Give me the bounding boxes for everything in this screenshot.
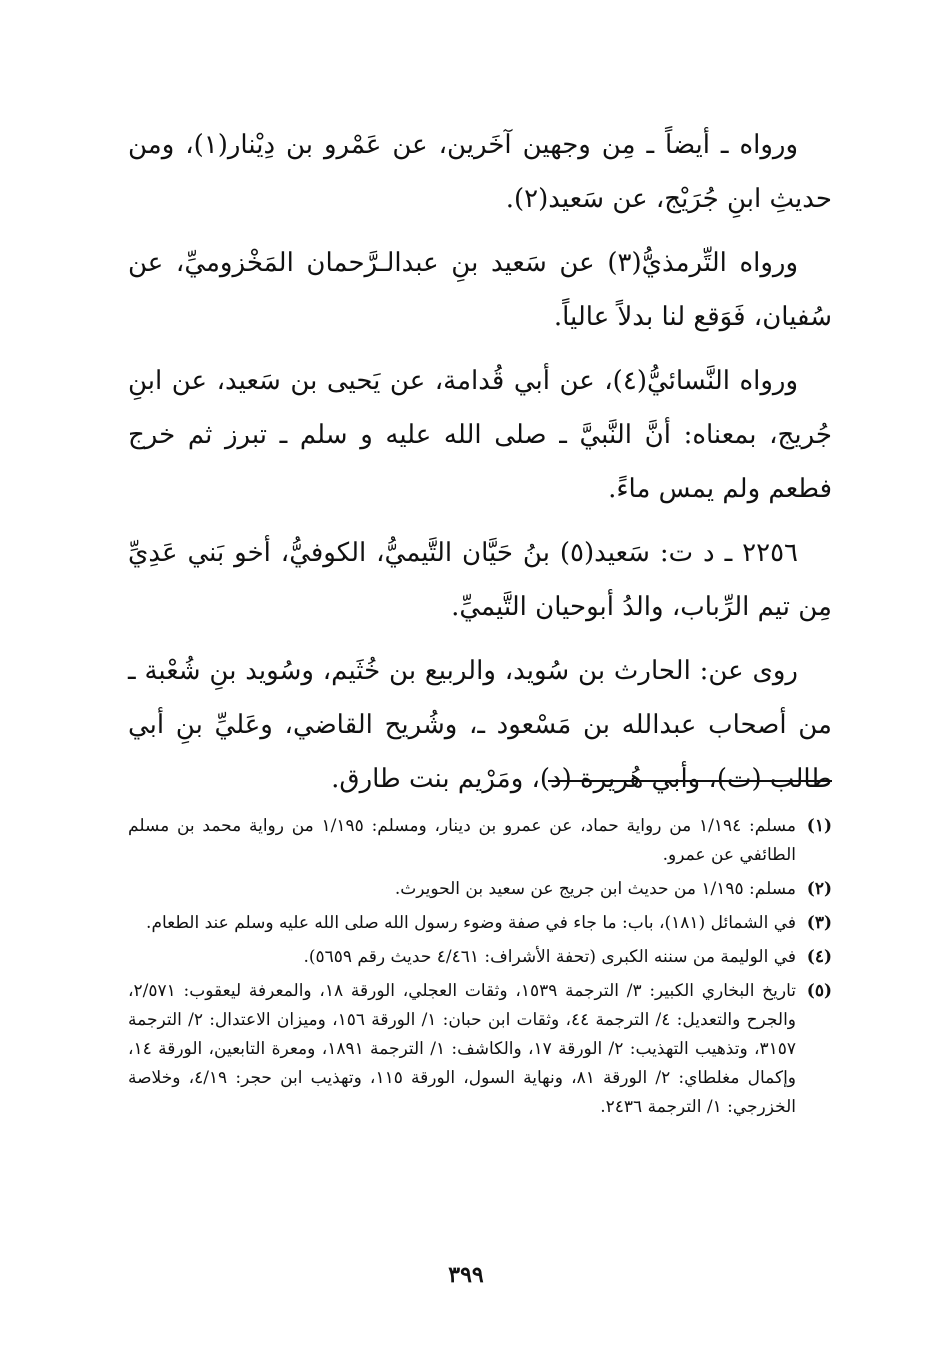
footnote-text: في الشمائل (١٨١)، باب: ما جاء في صفة وضوء رسول الله صلى الله عليه وسلم عند الطعام. — [146, 913, 796, 933]
footnote-item — [128, 977, 832, 1122]
footnote-divider — [548, 780, 832, 782]
main-text — [128, 118, 832, 816]
footnote-item — [128, 812, 832, 870]
footnotes — [128, 812, 832, 1127]
paragraph-narration-2: ورواه التِّرمذيُّ(٣) عن سَعيد بنِ عبدالـرَّحمان المَخْزوميِّ، عن سُفيان، فَوَقع لنا بدلاً عالياً. — [128, 248, 832, 332]
footnote-text: مسلم: ١/١٩٥ من حديث ابن جريج عن سعيد بن الحويرث. — [394, 879, 796, 899]
paragraph-narration-3: ورواه النَّسائيُّ(٤)، عن أبي قُدامة، عن يَحيى بن سَعيد، عن ابنِ جُريج، بمعناه: أنَّ النَّبيَّ ـ صلى الله عليه و سلم ـ تبرز ثم خرج فطعم ولم يمس ماءً. — [128, 366, 832, 504]
footnote-number: (٢) — [806, 879, 832, 899]
paragraph-narration-1: ورواه ـ أيضاً ـ مِن وجهين آخَرين، عن عَمْرو بن دِيْنار(١)، ومن حديثِ ابنِ جُرَيْج، عن سَعيد(٢). — [128, 130, 832, 214]
footnote-item — [128, 943, 832, 972]
paragraph-entry-heading: ٢٢٥٦ ـ د ت: سَعيد(٥) بنُ حَيَّان التَّيميُّ، الكوفيُّ، أخو بَني عَدِيِّ مِن تيم الرِّباب، والدُ أبوحيان التَّيميِّ. — [128, 538, 832, 622]
page-number: ٣٩٩ — [448, 1262, 484, 1288]
footnote-item — [128, 875, 832, 904]
paragraph-narrated-from: روى عن: الحارث بن سُويد، والربيع بن خُثَيم، وسُويد بنِ شُعْبة ـ من أصحاب عبدالله بن مَسْعود ـ، وشُريح القاضي، وعَليِّ بنِ أبي طالب (ت)، وأبي هُريرة (د)، ومَرْيم بنت طارق. — [128, 656, 832, 794]
footnote-number: (٤) — [806, 947, 832, 967]
footnote-text: مسلم: ١/١٩٤ من رواية حماد، عن عمرو بن دينار، ومسلم: ١/١٩٥ من رواية محمد بن مسلم الطائفي عن عمرو. — [128, 816, 796, 865]
footnote-number: (٥) — [806, 981, 832, 1001]
footnote-number: (٣) — [806, 913, 832, 933]
footnote-item — [128, 909, 832, 938]
footnote-text: تاريخ البخاري الكبير: ٣/ الترجمة ١٥٣٩، وثقات العجلي، الورقة ١٨، والمعرفة ليعقوب: ٢/٥٧١، والجرح والتعديل: ٤/ الترجمة ٤٤، وثقات ابن حبان: ١/ الورقة ١٥٦، وميزان الاعتدال: ٢/ الترجمة ٣١٥٧، وتذهيب التهذيب: ٢/ الورقة ١٧، والكاشف: ١/ الترجمة ١٨٩١، ومعرة التابعين، الورقة ١٤، وإكمال مغلطاي: ٢/ الورقة ٨١، ونهاية السول، الورقة ١١٥، وتهذيب ابن حجر: ٤/١٩، وخلاصة الخزرجي: ١/ الترجمة ٢٤٣٦. — [128, 981, 797, 1117]
footnote-number: (١) — [806, 816, 832, 836]
footnote-text: في الوليمة من سننه الكبرى (تحفة الأشراف: ٤/٤٦١ حديث رقم ٥٦٥٩). — [303, 947, 796, 967]
